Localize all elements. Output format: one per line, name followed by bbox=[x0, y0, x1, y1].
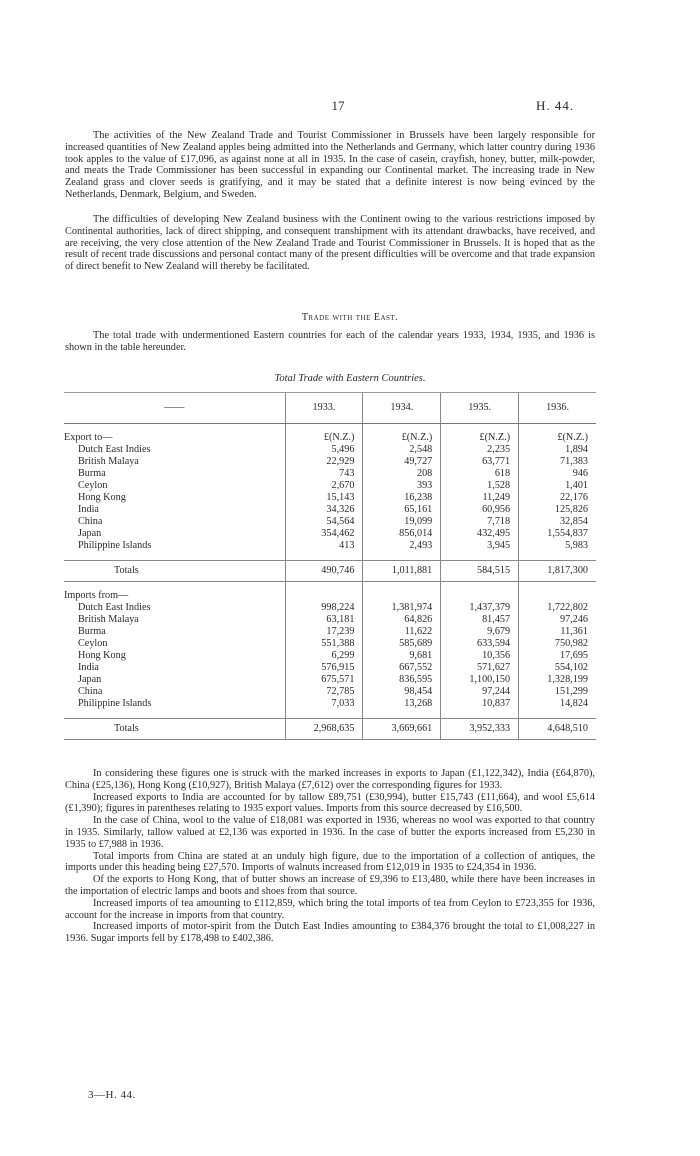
export-row bbox=[64, 516, 596, 528]
import-country-label: Japan bbox=[78, 674, 102, 685]
import-value-cell: 1,100,150 bbox=[441, 674, 519, 686]
import-row bbox=[64, 674, 596, 686]
import-value-cell: 7,033 bbox=[285, 698, 363, 710]
import-value-cell: 1,722,802 bbox=[519, 602, 596, 614]
import-value-cell: 571,627 bbox=[441, 662, 519, 674]
export-row bbox=[64, 456, 596, 468]
export-row bbox=[64, 528, 596, 540]
export-country-label: Burma bbox=[78, 468, 106, 479]
import-row bbox=[64, 650, 596, 662]
import-value-cell: 97,246 bbox=[519, 614, 596, 626]
import-value-cell: 9,679 bbox=[441, 626, 519, 638]
paragraph-analysis: Of the exports to Hong Kong, that of butter shows an increase of £9,396 to £13,480, while there have been increases in the importation of electric lamps and boots and shoes from that source. bbox=[65, 874, 595, 897]
export-row bbox=[64, 468, 596, 480]
export-value-cell: 5,983 bbox=[519, 540, 596, 552]
export-country-label: Japan bbox=[78, 528, 102, 539]
section-title: Trade with the East. bbox=[301, 312, 399, 323]
import-value-cell: 10,837 bbox=[441, 698, 519, 710]
import-value-cell: 11,622 bbox=[363, 626, 441, 638]
import-value-cell: 554,102 bbox=[519, 662, 596, 674]
import-value-cell: 998,224 bbox=[285, 602, 363, 614]
import-value-cell: 1,437,379 bbox=[441, 602, 519, 614]
year-header-1936: 1936. bbox=[519, 393, 596, 424]
import-value-cell: 72,785 bbox=[285, 686, 363, 698]
paragraph-analysis: In considering these figures one is struck with the marked increases in exports to Japan (£1,122,342), India (£64,870), China (£25,136), Hong Kong (£10,927), British Malaya (£7,612) over the corresponding figures for 1933. bbox=[65, 768, 595, 791]
export-total-cell: 1,011,881 bbox=[363, 561, 441, 582]
bottom-paragraphs bbox=[65, 768, 595, 945]
export-value-cell: 22,929 bbox=[285, 456, 363, 468]
export-value-cell: 1,894 bbox=[519, 444, 596, 456]
export-value-cell: 49,727 bbox=[363, 456, 441, 468]
export-value-cell: 11,249 bbox=[441, 492, 519, 504]
import-row bbox=[64, 626, 596, 638]
export-value-cell: 743 bbox=[285, 468, 363, 480]
import-total-cell: 3,952,333 bbox=[441, 719, 519, 740]
export-row bbox=[64, 504, 596, 516]
import-value-cell: 17,239 bbox=[285, 626, 363, 638]
export-value-cell: 946 bbox=[519, 468, 596, 480]
import-country-label: Burma bbox=[78, 626, 106, 637]
footer-reference: 3—H. 44. bbox=[88, 1089, 136, 1101]
import-value-cell: 13,268 bbox=[363, 698, 441, 710]
export-country-label: Ceylon bbox=[78, 480, 108, 491]
import-totals-row bbox=[64, 719, 596, 740]
export-row bbox=[64, 444, 596, 456]
year-header-1935: 1935. bbox=[441, 393, 519, 424]
paragraph-table-intro: The total trade with undermentioned Eastern countries for each of the calendar years 1933, 1934, 1935, and 1936 is shown in the table hereunder. bbox=[65, 330, 595, 353]
export-value-cell: 1,554,837 bbox=[519, 528, 596, 540]
export-heading: Export to— bbox=[64, 432, 113, 443]
import-heading-row bbox=[64, 590, 596, 602]
import-country-label: Philippine Islands bbox=[78, 698, 152, 709]
import-value-cell: 576,915 bbox=[285, 662, 363, 674]
export-totals-label: Totals bbox=[64, 561, 285, 582]
unit-label: £(N.Z.) bbox=[441, 432, 519, 444]
import-value-cell: 63,181 bbox=[285, 614, 363, 626]
export-value-cell: 2,235 bbox=[441, 444, 519, 456]
export-value-cell: 208 bbox=[363, 468, 441, 480]
page-reference: H. 44. bbox=[536, 98, 575, 113]
import-value-cell: 551,388 bbox=[285, 638, 363, 650]
export-totals-row bbox=[64, 561, 596, 582]
import-value-cell: 1,328,199 bbox=[519, 674, 596, 686]
import-value-cell: 585,689 bbox=[363, 638, 441, 650]
import-value-cell: 151,299 bbox=[519, 686, 596, 698]
year-header-1933: 1933. bbox=[285, 393, 363, 424]
export-value-cell: 125,826 bbox=[519, 504, 596, 516]
export-value-cell: 413 bbox=[285, 540, 363, 552]
import-value-cell: 633,594 bbox=[441, 638, 519, 650]
import-total-cell: 4,648,510 bbox=[519, 719, 596, 740]
import-value-cell: 675,571 bbox=[285, 674, 363, 686]
import-row bbox=[64, 638, 596, 650]
export-value-cell: 1,401 bbox=[519, 480, 596, 492]
import-row bbox=[64, 602, 596, 614]
export-row bbox=[64, 480, 596, 492]
export-value-cell: 19,099 bbox=[363, 516, 441, 528]
unit-label: £(N.Z.) bbox=[519, 432, 596, 444]
export-value-cell: 393 bbox=[363, 480, 441, 492]
import-value-cell: 98,454 bbox=[363, 686, 441, 698]
export-value-cell: 22,176 bbox=[519, 492, 596, 504]
import-value-cell: 97,244 bbox=[441, 686, 519, 698]
import-value-cell: 667,552 bbox=[363, 662, 441, 674]
export-value-cell: 32,854 bbox=[519, 516, 596, 528]
paragraph-analysis: Increased exports to India are accounted for by tallow £89,751 (£30,994), butter £15,743 (£11,664), and wool £5,614 (£1,390); figures in parentheses relating to 1935 export values. Imports from this source decreased by £16,500. bbox=[65, 791, 595, 815]
import-value-cell: 10,356 bbox=[441, 650, 519, 662]
paragraph-analysis: Increased imports of motor-spirit from the Dutch East Indies amounting to £384,376 brought the total to £1,008,227 in 1936. Sugar imports fell by £178,498 to £402,386. bbox=[65, 921, 595, 945]
import-value-cell: 836,595 bbox=[363, 674, 441, 686]
export-value-cell: 1,528 bbox=[441, 480, 519, 492]
import-value-cell: 14,824 bbox=[519, 698, 596, 710]
export-value-cell: 54,564 bbox=[285, 516, 363, 528]
import-value-cell: 11,361 bbox=[519, 626, 596, 638]
export-value-cell: 5,496 bbox=[285, 444, 363, 456]
import-country-label: China bbox=[78, 686, 103, 697]
import-row bbox=[64, 686, 596, 698]
paragraph-analysis: Total imports from China are stated at an unduly high figure, due to the importation of a collection of antiques, the imports under this heading being £27,570. Imports of walnuts increased from £12,019 in 1935 to £24,354 in 1936. bbox=[65, 850, 595, 874]
export-country-label: Dutch East Indies bbox=[78, 444, 151, 455]
import-total-cell: 3,669,661 bbox=[363, 719, 441, 740]
import-value-cell: 17,695 bbox=[519, 650, 596, 662]
export-total-cell: 1,817,300 bbox=[519, 561, 596, 582]
export-row bbox=[64, 492, 596, 504]
import-value-cell: 9,681 bbox=[363, 650, 441, 662]
export-value-cell: 60,956 bbox=[441, 504, 519, 516]
export-value-cell: 7,718 bbox=[441, 516, 519, 528]
paragraph-analysis: Increased imports of tea amounting to £112,859, which bring the total imports of tea from Ceylon to £723,355 for 1936, account for the increase in imports from that country. bbox=[65, 897, 595, 921]
table-header-row bbox=[64, 393, 596, 424]
eastern-trade-table bbox=[64, 392, 596, 740]
import-heading: Imports from— bbox=[64, 590, 129, 601]
header-dash: —— bbox=[64, 393, 285, 424]
import-value-cell: 6,299 bbox=[285, 650, 363, 662]
import-row bbox=[64, 698, 596, 710]
export-value-cell: 15,143 bbox=[285, 492, 363, 504]
import-value-cell: 750,982 bbox=[519, 638, 596, 650]
import-row bbox=[64, 662, 596, 674]
paragraph-continental-difficulties: The difficulties of developing New Zealand business with the Continent owing to the various restrictions imposed by Continental authorities, lack of direct shipping, and consequent transhipment with its attendant drawbacks, have received, and are receiving, the very close attention of the New Zealand Trade and Tourist Commissioner in Brussels. It is hoped that as the result of recent trade discussions and personal contact many of the present difficulties will be overcome and that trade expansion of direct benefit to New Zealand will thereby be facilitated. bbox=[65, 214, 595, 273]
import-totals-label: Totals bbox=[64, 719, 285, 740]
export-value-cell: 34,326 bbox=[285, 504, 363, 516]
import-value-cell: 1,381,974 bbox=[363, 602, 441, 614]
export-value-cell: 618 bbox=[441, 468, 519, 480]
export-country-label: China bbox=[78, 516, 103, 527]
export-total-cell: 490,746 bbox=[285, 561, 363, 582]
export-value-cell: 2,670 bbox=[285, 480, 363, 492]
import-country-label: Hong Kong bbox=[78, 650, 126, 661]
export-value-cell: 65,161 bbox=[363, 504, 441, 516]
export-country-label: India bbox=[78, 504, 99, 515]
export-value-cell: 2,548 bbox=[363, 444, 441, 456]
import-country-label: Ceylon bbox=[78, 638, 108, 649]
export-value-cell: 354,462 bbox=[285, 528, 363, 540]
export-row bbox=[64, 540, 596, 552]
export-heading-row bbox=[64, 432, 596, 444]
export-value-cell: 856,014 bbox=[363, 528, 441, 540]
import-country-label: India bbox=[78, 662, 99, 673]
export-country-label: Philippine Islands bbox=[78, 540, 152, 551]
unit-label: £(N.Z.) bbox=[363, 432, 441, 444]
export-value-cell: 2,493 bbox=[363, 540, 441, 552]
export-country-label: British Malaya bbox=[78, 456, 139, 467]
export-total-cell: 584,515 bbox=[441, 561, 519, 582]
import-value-cell: 81,457 bbox=[441, 614, 519, 626]
export-country-label: Hong Kong bbox=[78, 492, 126, 503]
export-value-cell: 432,495 bbox=[441, 528, 519, 540]
unit-label: £(N.Z.) bbox=[285, 432, 363, 444]
page-number: 17 bbox=[331, 98, 345, 113]
import-country-label: Dutch East Indies bbox=[78, 602, 151, 613]
table-caption: Total Trade with Eastern Countries. bbox=[274, 373, 426, 384]
exports-body bbox=[64, 444, 596, 552]
imports-body bbox=[64, 602, 596, 710]
export-value-cell: 3,945 bbox=[441, 540, 519, 552]
import-row bbox=[64, 614, 596, 626]
export-value-cell: 16,238 bbox=[363, 492, 441, 504]
paragraph-analysis: In the case of China, wool to the value of £18,081 was exported in 1936, whereas no wool was exported to that country in 1935. Similarly, tallow valued at £2,136 was exported in 1936. In the case of butter the exports increased from £5,230 in 1935 to £7,988 in 1936. bbox=[65, 815, 595, 850]
export-value-cell: 63,771 bbox=[441, 456, 519, 468]
import-country-label: British Malaya bbox=[78, 614, 139, 625]
import-total-cell: 2,968,635 bbox=[285, 719, 363, 740]
import-value-cell: 64,826 bbox=[363, 614, 441, 626]
paragraph-brussels-commissioner: The activities of the New Zealand Trade and Tourist Commissioner in Brussels have been largely responsible for increased quantities of New Zealand apples being admitted into the Netherlands and Germany, which latter country during 1936 took apples to the value of £17,096, as against none at all in 1935. In the case of casein, crayfish, honey, butter, milk-powder, and meats the Trade Commissioner has been successful in expanding our Continental market. The increasing trade in New Zealand grass and clover seeds is gratifying, and it may be stated that a definite interest is now being evinced by the Netherlands, Denmark, Belgium, and Sweden. bbox=[65, 130, 595, 200]
year-header-1934: 1934. bbox=[363, 393, 441, 424]
export-value-cell: 71,383 bbox=[519, 456, 596, 468]
